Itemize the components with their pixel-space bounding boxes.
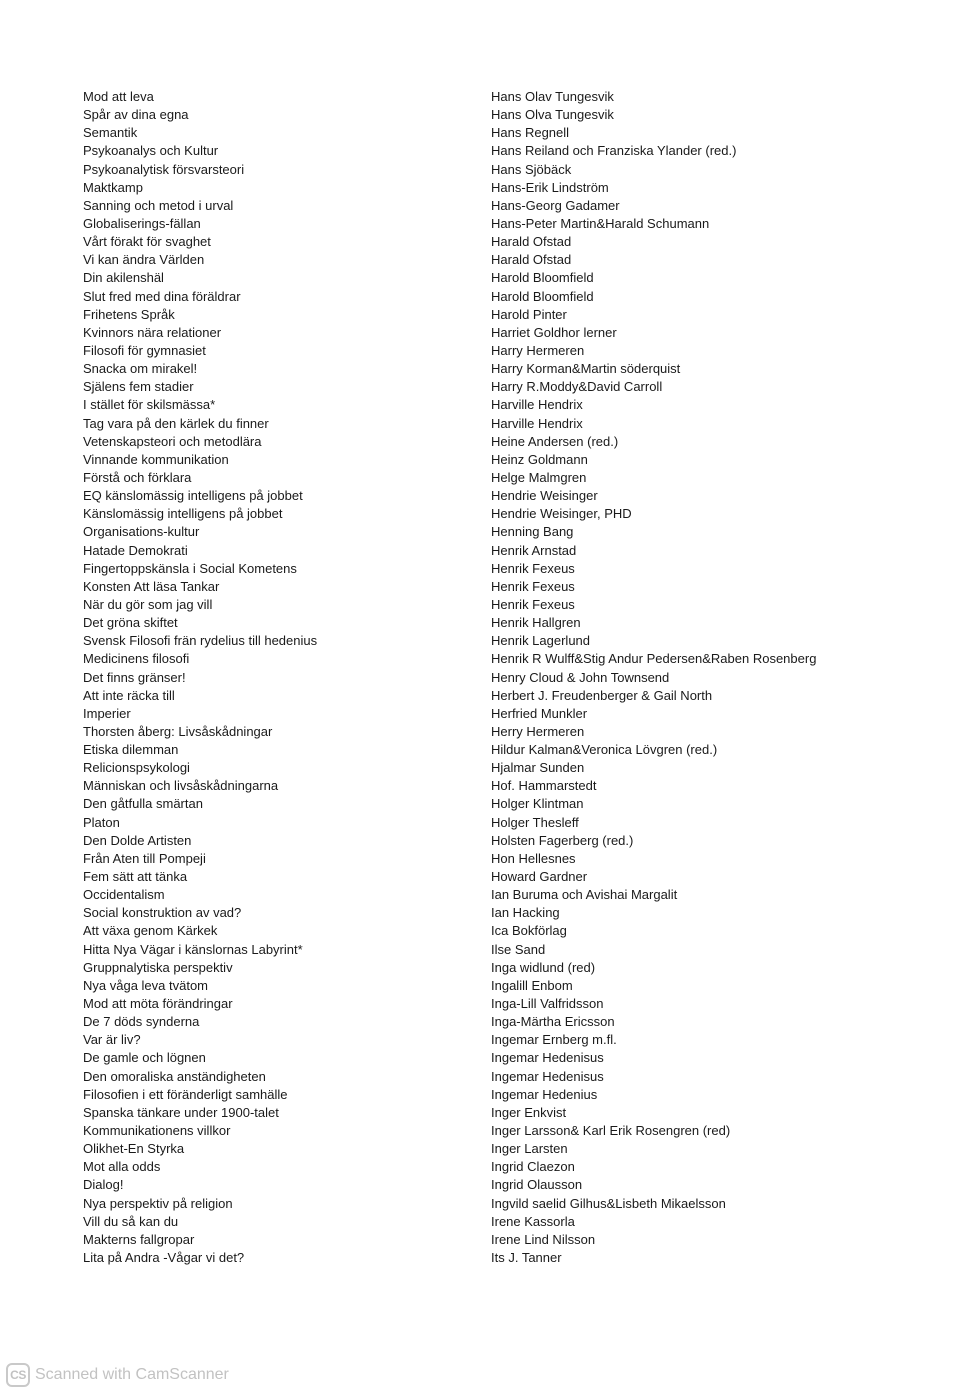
book-title: Människan och livsåskådningarna	[83, 778, 279, 794]
book-title: Svensk Filosofi frän rydelius till hedenius	[83, 633, 318, 649]
author-name: Ingemar Hedenius	[491, 1086, 598, 1102]
book-title: Kvinnors nära relationer	[83, 324, 222, 340]
book-title: Att växa genom Kärkek	[83, 923, 218, 939]
book-title: Frihetens Språk	[83, 306, 175, 322]
book-title: Vårt förakt för svaghet	[83, 234, 211, 250]
author-name: Ingemar Ernberg m.fl.	[491, 1032, 617, 1048]
author-name: Hans-Georg Gadamer	[491, 197, 620, 213]
author-name: Henrik Hallgren	[491, 615, 581, 631]
author-name: Ian Buruma och Avishai Margalit	[491, 887, 678, 903]
book-title: Globaliserings-fällan	[83, 215, 201, 231]
author-name: Hans Olva Tungesvik	[491, 107, 614, 123]
author-name: Henry Cloud & John Townsend	[491, 669, 670, 685]
book-title: Vetenskapsteori och metodlära	[83, 433, 262, 449]
book-title: Lita på Andra -Vågar vi det?	[83, 1250, 245, 1265]
author-name: Hans Sjöbäck	[491, 161, 572, 177]
book-title: Organisations-kultur	[83, 524, 200, 540]
author-name: Holger Thesleff	[491, 814, 579, 830]
book-title: Thorsten åberg: Livsåskådningar	[83, 723, 273, 739]
book-title: Kommunikationens villkor	[83, 1123, 231, 1139]
author-name: Herbert J. Freudenberger & Gail North	[491, 687, 713, 703]
author-name: Ingrid Claezon	[491, 1159, 575, 1175]
author-name: Herry Hermeren	[491, 723, 585, 739]
author-name: Irene Lind Nilsson	[491, 1231, 596, 1247]
book-title: Sanning och metod i urval	[83, 197, 234, 213]
book-title: Psykoanalys och Kultur	[83, 143, 219, 159]
author-name: Harriet Goldhor lerner	[491, 324, 617, 340]
author-name: Ingemar Hedenisus	[491, 1050, 604, 1066]
author-name: Herfried Munkler	[491, 705, 588, 721]
book-title: Spår av dina egna	[83, 107, 189, 123]
book-title: De gamle och lögnen	[83, 1050, 206, 1066]
book-title: Förstå och förklara	[83, 469, 192, 485]
watermark-text: Scanned with CamScanner	[35, 1366, 229, 1383]
book-title: Semantik	[83, 125, 138, 141]
author-name: Henrik Lagerlund	[491, 633, 591, 649]
author-name: Harald Ofstad	[491, 234, 572, 250]
author-name: Hendrie Weisinger, PHD	[491, 506, 632, 522]
book-title: Var är liv?	[83, 1032, 141, 1048]
book-title: Fingertoppskänsla i Social Kometens	[83, 560, 297, 576]
author-name: Hof. Hammarstedt	[491, 778, 597, 794]
author-name: Henrik Fexeus	[491, 560, 575, 576]
author-name: Hildur Kalman&Veronica Lövgren (red.)	[491, 742, 718, 758]
book-title: EQ känslomässig intelligens på jobbet	[83, 488, 303, 504]
author-name: Heine Andersen (red.)	[491, 433, 619, 449]
author-name: Henrik Fexeus	[491, 578, 575, 594]
book-title: Dialog!	[83, 1177, 124, 1193]
author-name: Ilse Sand	[491, 941, 546, 957]
book-title: När du gör som jag vill	[83, 596, 213, 612]
book-title: Social konstruktion av vad?	[83, 905, 242, 921]
author-name: Its J. Tanner	[491, 1250, 562, 1265]
book-title: Relicionspsykologi	[83, 760, 190, 776]
author-name: Harry Korman&Martin söderquist	[491, 361, 681, 377]
book-title: Nya våga leva tvätom	[83, 977, 209, 993]
author-name: Holsten Fagerberg (red.)	[491, 832, 634, 848]
book-title: Nya perspektiv på religion	[83, 1195, 233, 1211]
book-title: Tag vara på den kärlek du finner	[83, 415, 269, 431]
author-name: Ingvild saelid Gilhus&Lisbeth Mikaelsson	[491, 1195, 726, 1211]
author-name: Helge Malmgren	[491, 469, 587, 485]
camscanner-watermark	[6, 1361, 229, 1389]
author-name: Ica Bokförlag	[491, 923, 567, 939]
book-title: Filosofien i ett föränderligt samhälle	[83, 1086, 288, 1102]
book-title: Occidentalism	[83, 887, 165, 903]
book-title: Olikhet-En Styrka	[83, 1141, 185, 1157]
author-name: Harville Hendrix	[491, 415, 583, 431]
book-title: Känslomässig intelligens på jobbet	[83, 506, 283, 522]
book-title: Fem sätt att tänka	[83, 869, 188, 885]
author-name: Hjalmar Sunden	[491, 760, 585, 776]
book-title: Den gåtfulla smärtan	[83, 796, 203, 812]
author-name: Inga-Märtha Ericsson	[491, 1014, 615, 1030]
book-title: Vinnande kommunikation	[83, 451, 229, 467]
book-title: Hitta Nya Vägar i känslornas Labyrint*	[83, 941, 303, 957]
author-name: Hans-Peter Martin&Harald Schumann	[491, 215, 710, 231]
author-name: Hans-Erik Lindström	[491, 179, 609, 195]
author-name: Harry R.Moddy&David Carroll	[491, 379, 663, 395]
book-title: Gruppnalytiska perspektiv	[83, 959, 233, 975]
author-name: Henrik Fexeus	[491, 596, 575, 612]
author-name: Inga-Lill Valfridsson	[491, 996, 604, 1012]
author-name: Harville Hendrix	[491, 397, 583, 413]
book-title: I stället för skilsmässa*	[83, 397, 216, 413]
author-name: Harry Hermeren	[491, 342, 585, 358]
author-name: Hans Regnell	[491, 125, 570, 141]
author-name: Inger Larsson& Karl Erik Rosengren (red)	[491, 1123, 731, 1139]
author-name: Henrik Arnstad	[491, 542, 577, 558]
book-title: Filosofi för gymnasiet	[83, 342, 206, 358]
author-name: Inger Enkvist	[491, 1104, 567, 1120]
author-name: Henning Bang	[491, 524, 574, 540]
book-title: Etiska dilemman	[83, 742, 179, 758]
book-title: Den omoraliska anständigheten	[83, 1068, 266, 1084]
author-name: Irene Kassorla	[491, 1213, 575, 1229]
author-name: Hon Hellesnes	[491, 850, 576, 866]
author-name: Hendrie Weisinger	[491, 488, 598, 504]
book-title: Vill du så kan du	[83, 1213, 179, 1229]
book-title: Vi kan ändra Världen	[83, 252, 205, 268]
book-titles-column	[83, 88, 463, 1267]
book-title: Psykoanalytisk försvarsteori	[83, 161, 245, 177]
book-title: Makterns fallgropar	[83, 1231, 195, 1247]
author-name: Ian Hacking	[491, 905, 560, 921]
book-title: Den Dolde Artisten	[83, 832, 192, 848]
author-name: Inga widlund (red)	[491, 959, 596, 975]
book-title: Från Aten till Pompeji	[83, 850, 206, 866]
book-title: Det finns gränser!	[83, 669, 186, 685]
book-title: Imperier	[83, 705, 131, 721]
author-name: Harold Bloomfield	[491, 270, 594, 286]
author-name: Ingalill Enbom	[491, 977, 573, 993]
author-name: Harold Pinter	[491, 306, 567, 322]
book-title: Snacka om mirakel!	[83, 361, 198, 377]
book-title: De 7 döds synderna	[83, 1014, 200, 1030]
author-name: Holger Klintman	[491, 796, 584, 812]
camscanner-logo-icon: CS	[6, 1363, 30, 1387]
author-name: Hans Olav Tungesvik	[491, 89, 614, 104]
book-title: Maktkamp	[83, 179, 143, 195]
book-title: Medicinens filosofi	[83, 651, 190, 667]
book-title: Själens fem stadier	[83, 379, 194, 395]
book-title: Konsten Att läsa Tankar	[83, 578, 220, 594]
book-title: Slut fred med dina föräldrar	[83, 288, 241, 304]
book-title: Din akilenshäl	[83, 270, 164, 286]
author-name: Inger Larsten	[491, 1141, 568, 1157]
book-title: Mot alla odds	[83, 1159, 161, 1175]
author-name: Howard Gardner	[491, 869, 588, 885]
author-name: Harold Bloomfield	[491, 288, 594, 304]
authors-column	[491, 88, 931, 1267]
author-name: Henrik R Wulff&Stig Andur Pedersen&Raben Rosenberg	[491, 651, 817, 667]
author-name: Harald Ofstad	[491, 252, 572, 268]
book-title: Det gröna skiftet	[83, 615, 178, 631]
book-title: Mod att möta förändringar	[83, 996, 233, 1012]
author-name: Ingrid Olausson	[491, 1177, 583, 1193]
author-name: Heinz Goldmann	[491, 451, 588, 467]
book-title: Spanska tänkare under 1900-talet	[83, 1104, 279, 1120]
book-title: Att inte räcka till	[83, 687, 175, 703]
author-name: Ingemar Hedenisus	[491, 1068, 604, 1084]
author-name: Hans Reiland och Franziska Ylander (red.)	[491, 143, 737, 159]
book-title: Hatade Demokrati	[83, 542, 188, 558]
book-title: Mod att leva	[83, 89, 154, 104]
book-title: Platon	[83, 814, 120, 830]
